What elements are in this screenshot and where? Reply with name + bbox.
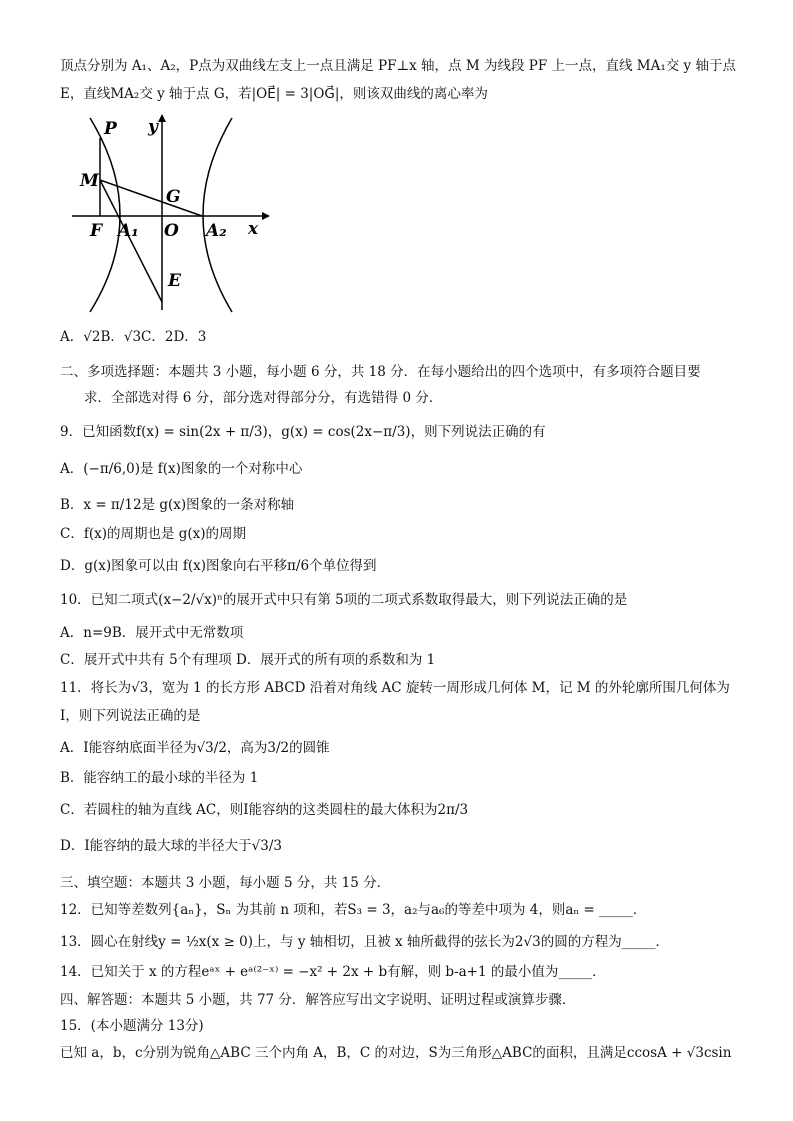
q11-stem-cont: I，则下列说法正确的是 [60, 708, 201, 724]
label-e: E [168, 271, 181, 291]
q9-option-c: C．f(x)的周期也是 g(x)的周期 [60, 526, 247, 542]
line-2: E，直线MA₂交 y 轴于点 G，若|OE⃗| = 3|OG⃗|，则该双曲线的离心率为 [60, 86, 488, 102]
q9-option-a: A．(−π/6,0)是 f(x)图象的一个对称中心 [60, 461, 303, 477]
label-y: y [148, 117, 158, 137]
label-p: P [104, 119, 117, 139]
x-axis-arrow [262, 212, 270, 220]
label-x: x [248, 219, 259, 239]
label-m: M [80, 171, 99, 191]
hyperbola-right-branch [203, 118, 232, 312]
section-3-heading: 三、填空题：本题共 3 小题，每小题 5 分，共 15 分． [60, 875, 391, 891]
q11-option-a: A．I能容纳底面半径为√3/2，高为3/2的圆锥 [60, 740, 330, 756]
label-o: O [164, 221, 179, 241]
hyperbola-left-branch [90, 118, 120, 312]
label-a2: A₂ [206, 221, 227, 241]
section-2-heading-cont: 求．全部选对得 6 分，部分选对得部分分，有选错得 0 分． [84, 390, 443, 406]
y-axis-arrow [158, 114, 166, 122]
q11-option-b: B．能容纳工的最小球的半径为 1 [60, 770, 259, 786]
q9-option-d: D．g(x)图象可以由 f(x)图象向右平移π/6个单位得到 [60, 558, 377, 574]
q10-options-ab: A．n=9B．展开式中无常数项 [60, 625, 244, 641]
section-4-heading: 四、解答题：本题共 5 小题，共 77 分．解答应写出文字说明、证明过程或演算步骤． [60, 992, 576, 1008]
q8-options: A．√2B．√3C．2D．3 [60, 329, 207, 345]
q10-options-cd: C．展开式中共有 5个有理项 D．展开式的所有项的系数和为 1 [60, 652, 436, 668]
line-1: 顶点分别为 A₁、A₂，P点为双曲线左支上一点且满足 PF⊥x 轴，点 M 为线段 PF 上一点，直线 MA₁交 y 轴于点 [60, 58, 736, 74]
section-2-heading: 二、多项选择题：本题共 3 小题，每小题 6 分，共 18 分．在每小题给出的四个选项中，有多项符合题目要 [60, 364, 701, 380]
q12: 12．已知等差数列{aₙ}，Sₙ 为其前 n 项和，若S₃ = 3，a₂与a₆的等差中项为 4，则aₙ = _____． [60, 902, 647, 918]
q9-option-b: B．x = π/12是 g(x)图象的一条对称轴 [60, 497, 295, 513]
label-a1: A₁ [118, 221, 139, 241]
q11-stem: 11．将长为√3，宽为 1 的长方形 ABCD 沿着对角线 AC 旋转一周形成几何体 M，记 M 的外轮廓所围几何体为 [60, 680, 730, 696]
q10-stem: 10．已知二项式(x−2/√x)ⁿ的展开式中只有第 5项的二项式系数取得最大，则下列说法正确的是 [60, 592, 628, 608]
q15-text: 已知 a，b，c分别为锐角△ABC 三个内角 A，B，C 的对边，S为三角形△ABC的面积，且满足ccosA + √3csin [60, 1045, 732, 1061]
q9-stem: 9．已知函数f(x) = sin(2x + π/3)，g(x) = cos(2x−π/3)，则下列说法正确的有 [60, 424, 546, 440]
q11-option-d: D．I能容纳的最大球的半径大于√3/3 [60, 838, 282, 854]
label-f: F [90, 221, 103, 241]
hyperbola-figure [62, 110, 282, 320]
q11-option-c: C．若圆柱的轴为直线 AC，则I能容纳的这类圆柱的最大体积为2π/3 [60, 802, 469, 818]
q13: 13．圆心在射线y = ½x(x ≥ 0)上，与 y 轴相切，且被 x 轴所截得的弦长为2√3的圆的方程为_____． [60, 934, 669, 950]
label-g: G [166, 187, 181, 207]
q14: 14．已知关于 x 的方程eᵃˣ + eᵃ⁽²⁻ˣ⁾ = −x² + 2x + b有解，则 b-a+1 的最小值为_____． [60, 964, 606, 980]
q15-heading: 15．(本小题满分 13分) [60, 1018, 204, 1034]
